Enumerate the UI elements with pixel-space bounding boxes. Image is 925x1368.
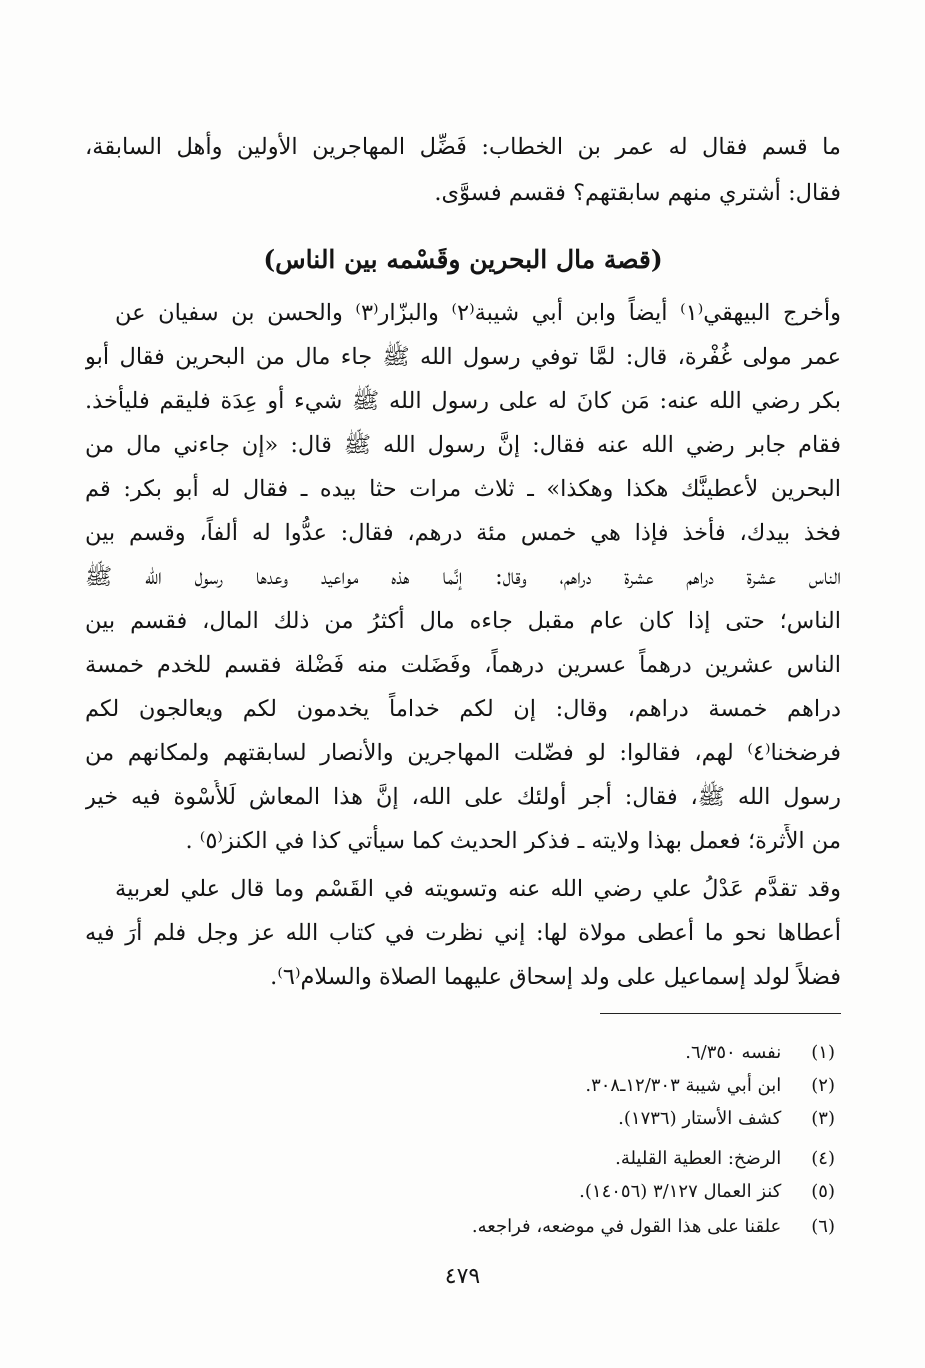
page-number: ٤٧٩ xyxy=(444,1264,481,1289)
footnote-text: كشف الأستار (١٧٣٦). xyxy=(618,1108,782,1129)
footnote-text: كنز العمال ٣/١٢٧ (١٤٠٥٦). xyxy=(579,1181,782,1202)
body-line: فقال: أشتري منهم سابقتهم؟ فقسم فسوَّى. xyxy=(434,180,841,206)
body-line: فضلاً لولد إسماعيل على ولد إسحاق عليهما الصلاة والسلام⁽٦⁾. xyxy=(270,964,841,990)
section-heading: (قصة مال البحرين وقَسْمه بين الناس) xyxy=(263,245,663,274)
body-line: فقام جابر رضي الله عنه فقال: إنَّ رسول الله ﷺ قال: «إن جاءني مال من xyxy=(85,432,841,458)
body-line: الناس؛ حتى إذا كان عام مقبل جاءه مال أكثرُ من ذلك المال، فقسم بين xyxy=(85,608,841,634)
body-line: أعطاها نحو ما أعطى مولاة لها: إني نظرت في كتاب الله عز وجل فلم أرَ فيه xyxy=(85,920,841,946)
footnote-separator xyxy=(600,1013,841,1014)
body-line: من الأَثرة؛ فعمل بهذا ولايته ـ فذكر الحديث كما سيأتي كذا في الكنز⁽٥⁾ . xyxy=(185,828,841,854)
footnote-text: علقنا على هذا القول في موضعه، فراجعه. xyxy=(471,1216,782,1237)
body-line: رسول الله ﷺ، فقال: أجر أولئك على الله، إنَّ هذا المعاش لَلأُسْوة فيه خير xyxy=(85,784,841,810)
body-line: الناس عشرة دراهم عشرة دراهم، وقال: إنَّما هذه مواعيد وعدها رسول الله ﷺ xyxy=(85,564,841,590)
body-line: وأخرج البيهقي⁽١⁾ أيضاً وابن أبي شيبة⁽٢⁾ والبزّار⁽٣⁾ والحسن بن سفيان عن xyxy=(115,300,841,326)
footnote-text: ابن أبي شيبة ١٢/٣٠٣ـ٣٠٨. xyxy=(585,1075,782,1096)
footnote-number: (٣) xyxy=(811,1108,835,1129)
body-line: ما قسم فقال له عمر بن الخطاب: فَضِّل المهاجرين الأولين وأهل السابقة، xyxy=(85,134,841,160)
footnote-number: (١) xyxy=(811,1042,835,1063)
body-line: فخذ بيدك، فأخذ فإذا هي خمس مئة درهم، فقال: عدُّوا له ألفاً، وقسم بين xyxy=(85,520,841,546)
body-line: فرضخنا⁽٤⁾ لهم، فقالوا: لو فضّلت المهاجرين والأنصار لسابقتهم ولمكانهم من xyxy=(85,740,841,766)
footnote-number: (٢) xyxy=(811,1075,835,1096)
footnote-number: (٦) xyxy=(811,1216,835,1237)
footnote-number: (٥) xyxy=(811,1181,835,1202)
body-line: بكر رضي الله عنه: مَن كانَ له على رسول الله ﷺ شيء أو عِدَة فليقم فليأخذ. xyxy=(85,388,841,414)
footnote xyxy=(135,1144,835,1174)
footnote xyxy=(135,1038,835,1068)
body-line: عمر مولى غُفْرة، قال: لمَّا توفي رسول الله ﷺ جاء مال من البحرين فقال أبو xyxy=(85,344,841,370)
body-line: دراهم خمسة دراهم، وقال: إن لكم خداماً يخدمون لكم ويعالجون لكم xyxy=(85,696,841,722)
footnote xyxy=(135,1104,835,1134)
body-line: البحرين لأعطينَّك هكذا وهكذا» ـ ثلاث مرات حثا بيده ـ فقال له أبو بكر: قم xyxy=(85,476,841,502)
footnote xyxy=(135,1177,835,1207)
footnote-text: نفسه ٦/٣٥٠. xyxy=(685,1042,782,1063)
footnote xyxy=(135,1071,835,1101)
footnote-text: الرضخ: العطية القليلة. xyxy=(615,1148,782,1169)
footnote xyxy=(135,1212,835,1242)
body-line: الناس عشرين درهماً عسرين درهماً، وفَضَلت منه فَضْلة فقسم للخدم خمسة xyxy=(85,652,841,678)
body-line: وقد تقدَّم عَدْلُ علي رضي الله عنه وتسويته في القَسْم وما قال علي لعربية xyxy=(115,876,841,902)
footnote-number: (٤) xyxy=(811,1148,835,1169)
